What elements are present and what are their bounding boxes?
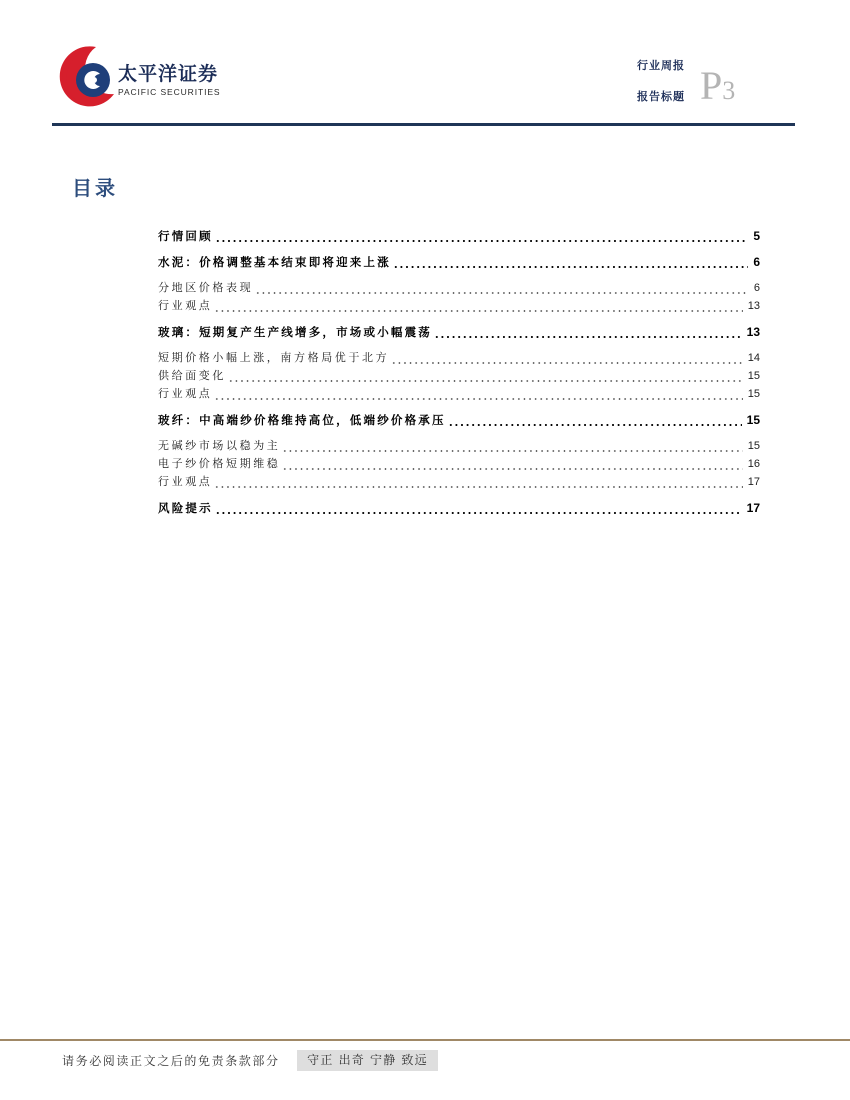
toc-heading: 目录	[72, 176, 118, 200]
company-name-cn: 太平洋证券	[118, 63, 219, 85]
company-name-en: PACIFIC SECURITIES	[118, 87, 221, 97]
toc-entry-title: 行业观点	[158, 475, 213, 488]
toc-entry-page: 15	[747, 440, 760, 452]
toc-entry-title: 无碱纱市场以稳为主	[158, 439, 281, 452]
dot-leader	[434, 323, 742, 341]
report-title: 报告标题	[637, 90, 685, 103]
dot-leader	[448, 411, 742, 429]
page-prefix: P	[700, 63, 723, 108]
dot-leader	[393, 253, 748, 271]
toc-subentry[interactable]	[158, 385, 760, 403]
toc-entry-title: 玻璃：短期复产生产线增多，市场或小幅震荡	[158, 325, 432, 339]
header-rule	[52, 123, 795, 126]
footer-rule	[0, 1039, 850, 1041]
toc-entry[interactable]	[158, 253, 760, 271]
toc-entry-page: 6	[753, 255, 760, 269]
toc-entry-title: 玻纤：中高端纱价格维持高位，低端纱价格承压	[158, 413, 446, 427]
toc-entry[interactable]	[158, 227, 760, 245]
dot-leader	[282, 437, 742, 455]
report-type: 行业周报	[637, 59, 685, 72]
disclaimer-note: 请务必阅读正文之后的免责条款部分	[62, 1054, 280, 1068]
dot-leader	[391, 349, 743, 367]
toc-entry-title: 分地区价格表现	[158, 281, 254, 294]
pacific-securities-logo-icon	[56, 44, 120, 108]
table-of-contents	[158, 219, 760, 525]
dot-leader	[282, 455, 742, 473]
page-number-mark	[700, 63, 736, 115]
toc-entry-title: 行业观点	[158, 387, 213, 400]
dot-leader	[214, 473, 742, 491]
dot-leader	[214, 297, 742, 315]
toc-entry-title: 行情回顾	[158, 229, 213, 243]
dot-leader	[215, 227, 749, 245]
toc-entry-page: 16	[747, 458, 760, 470]
toc-entry-title: 短期价格小幅上涨，南方格局优于北方	[158, 351, 390, 364]
toc-entry-page: 13	[746, 325, 760, 339]
toc-subentry[interactable]	[158, 367, 760, 385]
page-number: 3	[722, 76, 736, 105]
toc-entry-page: 17	[746, 501, 760, 515]
toc-entry-page: 15	[747, 370, 760, 382]
toc-subentry[interactable]	[158, 279, 760, 297]
toc-entry-page: 15	[747, 388, 760, 400]
toc-entry-page: 14	[747, 352, 760, 364]
toc-subentry[interactable]	[158, 455, 760, 473]
toc-entry-page: 13	[747, 300, 760, 312]
toc-subentry[interactable]	[158, 297, 760, 315]
toc-subentry[interactable]	[158, 473, 760, 491]
toc-entry-title: 水泥：价格调整基本结束即将迎来上涨	[158, 255, 391, 269]
toc-entry[interactable]	[158, 499, 760, 517]
dot-leader	[214, 385, 742, 403]
company-motto: 守正 出奇 宁静 致远	[297, 1050, 438, 1071]
toc-entry[interactable]	[158, 323, 760, 341]
toc-entry-page: 17	[747, 476, 760, 488]
toc-entry-title: 供给面变化	[158, 369, 226, 382]
dot-leader	[228, 367, 743, 385]
toc-subentry[interactable]	[158, 349, 760, 367]
toc-entry-title: 电子纱价格短期维稳	[158, 457, 281, 470]
toc-entry-page: 15	[746, 413, 760, 427]
dot-leader	[215, 499, 742, 517]
toc-subentry[interactable]	[158, 437, 760, 455]
toc-entry-title: 行业观点	[158, 299, 213, 312]
toc-entry[interactable]	[158, 411, 760, 429]
toc-entry-page: 6	[753, 282, 760, 294]
toc-entry-page: 5	[753, 229, 760, 243]
toc-entry-title: 风险提示	[158, 501, 213, 515]
dot-leader	[255, 279, 749, 297]
